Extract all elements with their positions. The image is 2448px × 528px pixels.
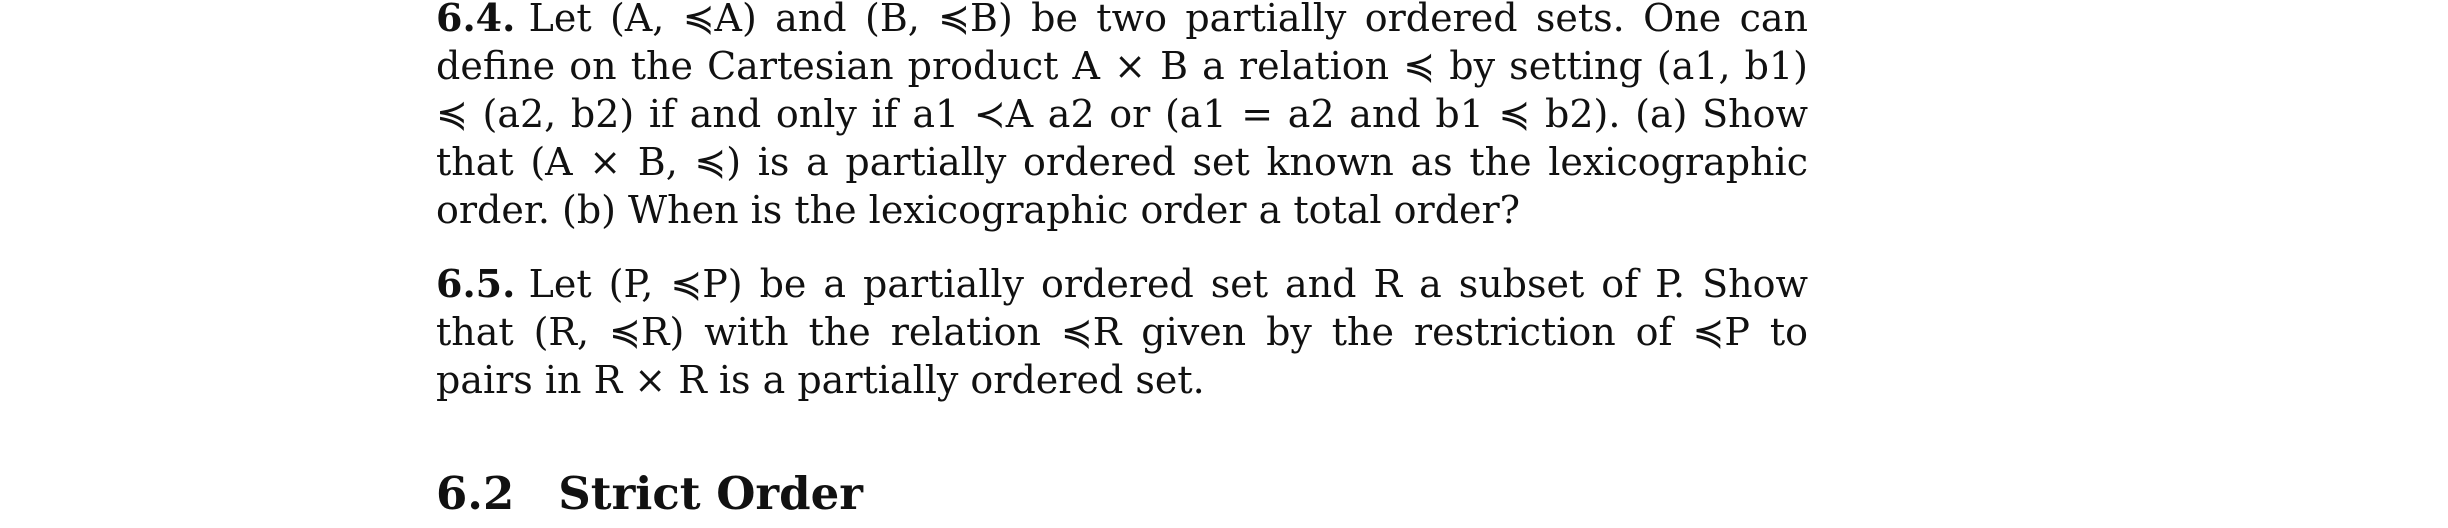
exercise-number: 6.5. [436, 261, 516, 306]
exercise-6-4 [436, 0, 1808, 234]
exercise-6-5 [436, 260, 1808, 404]
exercise-number: 6.4. [436, 0, 516, 40]
section-heading [436, 466, 863, 522]
section-title: Strict Order [558, 467, 863, 520]
exercise-text: Let (P, ≼P) be a partially ordered set and R a subset of P. Show that (R, ≼R) with the relation ≼R given by the restriction of ≼P to pairs in R × R is a partially ordered set. [436, 262, 1808, 402]
exercise-text: Let (A, ≼A) and (B, ≼B) be two partially ordered sets. One can define on the Cartesian product A × B a relation ≼ by setting (a1, b1) ≼ (a2, b2) if and only if a1 ≺A a2 or (a1 = a2 and b1 ≼ b2). (a) Show that (A × B, ≼) is a partially ordered set known as the lexicographic order. (b) When is the lexicographic order a total order? [436, 0, 1808, 232]
section-number: 6.2 [436, 467, 515, 520]
